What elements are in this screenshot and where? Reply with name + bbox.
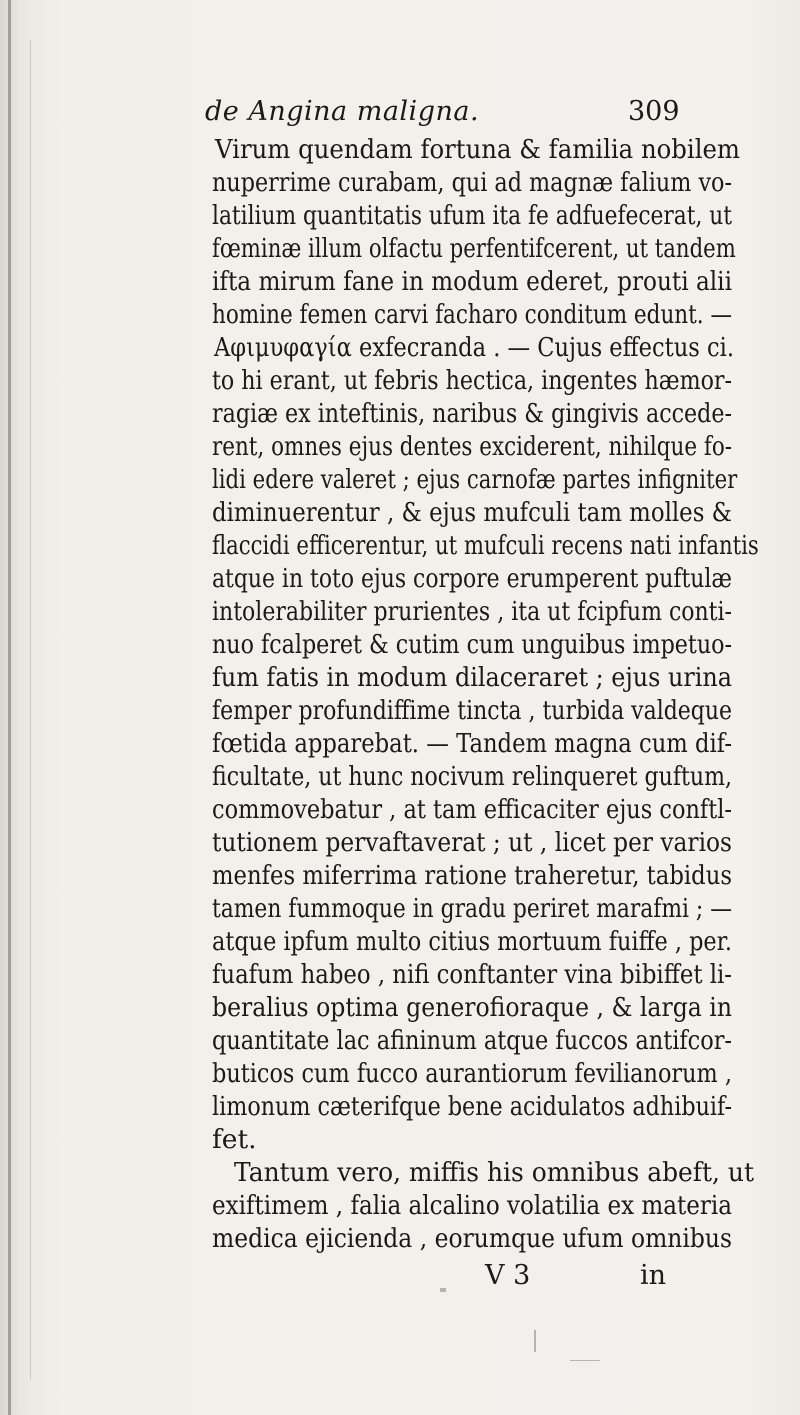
text-line: commovebatur , at tam efficaciter ejus conftl-: [212, 794, 732, 825]
catchword: in: [640, 1260, 667, 1291]
text-line: medica ejicienda , eorumque ufum omnibus: [212, 1223, 732, 1254]
page-header: [0, 96, 800, 136]
paper-speck: [440, 1288, 446, 1292]
page-number: 309: [628, 96, 680, 127]
text-line: ifta mirum fane in modum ederet, prouti alii: [212, 266, 732, 297]
text-line: fœtida apparebat. — Tandem magna cum dif-: [212, 728, 732, 759]
text-line: Virum quendam fortuna & familia nobilem: [215, 134, 740, 165]
text-line: latilium quantitatis ufum ita fe adfuefecerat, ut: [212, 200, 732, 231]
text-line: exiftimem , falia alcalino volatilia ex materia: [212, 1190, 732, 1221]
paper-speck: [534, 1330, 536, 1352]
signature-mark: V 3: [485, 1260, 531, 1291]
text-line: homine femen carvi facharo conditum edunt. —: [212, 299, 732, 330]
text-line: buticos cum fucco aurantiorum fevilianorum ,: [212, 1058, 732, 1089]
text-line: atque in toto ejus corpore erumperent puftulæ: [212, 563, 732, 594]
paper-speck: [570, 1360, 600, 1361]
text-line: Tantum vero, miffis his omnibus abeft, ut: [234, 1157, 754, 1188]
text-line: fuafum habeo , nifi conftanter vina bibiffet li-: [212, 959, 732, 990]
text-line: diminuerentur , & ejus mufculi tam molles &: [212, 497, 732, 528]
text-line: fet.: [212, 1124, 257, 1155]
text-line: lidi edere valeret ; ejus carnofæ partes infigniter: [212, 464, 738, 495]
text-line: Αφιμυφαγία exfecranda . — Cujus effectus ci.: [214, 332, 734, 363]
text-line: quantitate lac afininum atque fuccos antifcor-: [212, 1025, 732, 1056]
text-line: rent, omnes ejus dentes exciderent, nihilque fo-: [212, 431, 732, 462]
page-footer: [0, 1260, 800, 1300]
text-line: flaccidi efficerentur, ut mufculi recens nati infantis: [212, 530, 759, 561]
text-line: beralius optima generofioraque , & larga in: [212, 992, 732, 1023]
text-line: intolerabiliter prurientes , ita ut fcipfum conti-: [212, 596, 732, 627]
text-line: limonum cæterifque bene acidulatos adhibuif-: [212, 1091, 732, 1122]
text-line: fum fatis in modum dilaceraret ; ejus urina: [212, 662, 732, 693]
running-head: de Angina maligna.: [205, 96, 480, 127]
text-line: femper profundiffime tincta , turbida valdeque: [212, 695, 732, 726]
text-line: nuperrime curabam, qui ad magnæ falium vo-: [212, 167, 732, 198]
gutter-fold: [30, 40, 31, 1380]
text-line: tamen fummoque in gradu periret marafmi ; —: [212, 893, 732, 924]
text-line: tutionem pervaftaverat ; ut , licet per varios: [212, 827, 732, 858]
text-line: to hi erant, ut febris hectica, ingentes hæmor-: [212, 365, 732, 396]
text-line: nuo fcalperet & cutim cum unguibus impetuo-: [212, 629, 732, 660]
gutter-shadow: [8, 0, 11, 1415]
text-line: fœminæ illum olfactu perfentifcerent, ut tandem: [212, 233, 736, 264]
text-line: ragiæ ex inteftinis, naribus & gingivis accede-: [212, 398, 732, 429]
text-line: menfes miferrima ratione traheretur, tabidus: [212, 860, 732, 891]
text-line: atque ipfum multo citius mortuum fuiffe , per.: [212, 926, 732, 957]
text-line: ficultate, ut hunc nocivum relinqueret guftum,: [212, 761, 732, 792]
